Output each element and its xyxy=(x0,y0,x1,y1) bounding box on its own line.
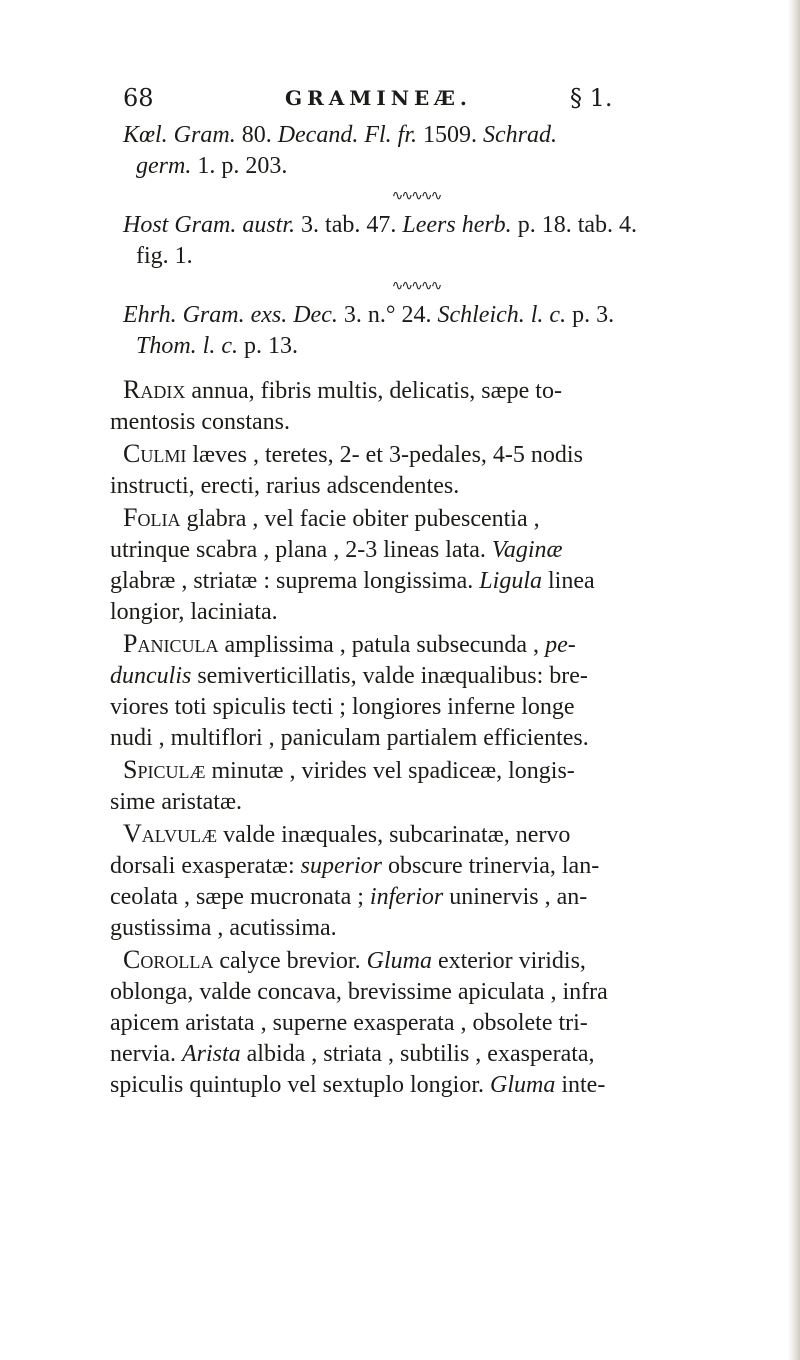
italic-term: Ligula xyxy=(479,568,542,594)
text-run: amplissima , patula subsecunda , xyxy=(218,632,546,658)
text-line: mentosis constans. xyxy=(110,409,290,435)
reference-line xyxy=(110,241,722,272)
reference-author: Schleich. l. c. xyxy=(437,302,567,328)
text-line: nudi , multiflori , paniculam partialem efficientes. xyxy=(110,725,589,751)
page-body xyxy=(110,120,722,1101)
text-run: læves , teretes, 2- et 3-pedales, 4-5 nodis xyxy=(186,442,583,468)
reference-detail: 1509. xyxy=(417,122,483,148)
reference-line xyxy=(110,151,722,182)
reference-author: Ehrh. Gram. exs. Dec. xyxy=(123,302,338,328)
paragraph-valvulae xyxy=(110,818,722,944)
text-line xyxy=(110,1070,722,1101)
text-run: glabra , vel facie obiter pubescentia , xyxy=(180,506,540,532)
italic-term: dunculis xyxy=(110,663,192,689)
text-line xyxy=(110,374,722,407)
reference-line xyxy=(110,210,722,241)
italic-term: pe- xyxy=(545,632,576,658)
text-line: viores toti spiculis tecti ; longiores inferne longe xyxy=(110,694,575,720)
text-run: exterior viridis, xyxy=(431,948,586,974)
reference-author: Thom. l. c. xyxy=(136,333,238,359)
italic-term: superior xyxy=(300,853,382,879)
reference-author: Leers herb. xyxy=(402,212,512,238)
page-number: 68 xyxy=(123,84,154,112)
reference-detail: 80. xyxy=(235,122,278,148)
text-run: spiculis quintuplo vel sextuplo longior. xyxy=(110,1072,490,1098)
term-heading: Spiculæ xyxy=(123,755,206,784)
wavy-separator: ∿∿∿∿∿ xyxy=(391,278,441,294)
italic-term: inferior xyxy=(369,884,444,910)
text-line: instructi, erecti, rarius adscendentes. xyxy=(110,473,460,499)
page-header xyxy=(123,84,763,120)
text-run: ceolata , sæpe mucronata ; xyxy=(110,884,370,910)
term-heading: Culmi xyxy=(123,439,187,468)
text-run: minutæ , virides vel spadiceæ, longis- xyxy=(205,758,575,784)
italic-term: Gluma xyxy=(490,1072,556,1098)
text-line xyxy=(110,818,722,851)
text-run: annua, fibris multis, delicatis, sæpe to- xyxy=(185,378,562,404)
paragraph-radix xyxy=(110,374,722,438)
reference-line xyxy=(110,300,722,331)
term-heading: Panicula xyxy=(123,629,219,658)
text-run: dorsali exasperatæ: xyxy=(110,853,301,879)
text-run: calyce brevior. xyxy=(213,948,367,974)
reference-author: Host Gram. austr. xyxy=(123,212,296,238)
reference-detail: p. 3. xyxy=(566,302,615,328)
reference-line xyxy=(110,120,722,151)
italic-term: Arista xyxy=(181,1041,241,1067)
paragraph-corolla xyxy=(110,944,722,1101)
paragraph-panicula xyxy=(110,628,722,754)
text-line xyxy=(110,628,722,661)
italic-term: Vaginæ xyxy=(491,537,563,563)
text-run: valde inæquales, subcarinatæ, nervo xyxy=(217,822,571,848)
text-line: apicem aristata , superne exasperata , obsolete tri- xyxy=(110,1010,588,1036)
text-run: nervia. xyxy=(110,1041,182,1067)
text-line: longior, laciniata. xyxy=(110,599,278,625)
reference-author: germ. xyxy=(136,153,192,179)
paragraph-folia xyxy=(110,502,722,628)
text-run: glabræ , striatæ : suprema longissima. xyxy=(110,568,480,594)
paragraph-spiculae xyxy=(110,754,722,818)
text-line xyxy=(110,661,722,692)
section-mark: § 1. xyxy=(570,84,613,112)
reference-detail: p. 18. tab. 4. xyxy=(511,212,638,238)
reference-detail: p. 13. xyxy=(238,333,298,359)
text-line: gustissima , acutissima. xyxy=(110,915,337,941)
term-heading: Radix xyxy=(123,375,186,404)
reference-detail: 3. n.° 24. xyxy=(337,302,438,328)
text-line xyxy=(110,438,722,471)
text-run: inte- xyxy=(555,1072,606,1098)
text-line xyxy=(110,502,722,535)
text-run: semiverticillatis, valde inæqualibus: bre- xyxy=(191,663,588,689)
text-line: sime aristatæ. xyxy=(110,789,242,815)
text-line xyxy=(110,882,722,913)
text-line xyxy=(110,566,722,597)
text-run: uninervis , an- xyxy=(443,884,588,910)
text-line xyxy=(110,754,722,787)
wavy-separator: ∿∿∿∿∿ xyxy=(391,188,441,204)
reference-author: Kœl. Gram. xyxy=(123,122,236,148)
term-heading: Folia xyxy=(123,503,181,532)
text-run: obscure trinervia, lan- xyxy=(381,853,600,879)
reference-author: Decand. Fl. fr. xyxy=(277,122,417,148)
page-edge-shadow xyxy=(788,0,800,1360)
text-line xyxy=(110,851,722,882)
term-heading: Corolla xyxy=(123,945,214,974)
reference-author: Schrad. xyxy=(483,122,557,148)
text-line xyxy=(110,535,722,566)
text-run: linea xyxy=(541,568,595,594)
text-run: albida , striata , subtilis , exasperata, xyxy=(240,1041,595,1067)
italic-term: Gluma xyxy=(366,948,432,974)
text-line: oblonga, valde concava, brevissime apiculata , infra xyxy=(110,979,608,1005)
text-line xyxy=(110,1039,722,1070)
reference-detail: 1. p. 203. xyxy=(191,153,288,179)
paragraph-culmi xyxy=(110,438,722,502)
text-run: utrinque scabra , plana , 2-3 lineas lata. xyxy=(110,537,492,563)
reference-detail: 3. tab. 47. xyxy=(295,212,403,238)
term-heading: Valvulæ xyxy=(123,819,218,848)
reference-detail: fig. 1. xyxy=(136,243,193,269)
text-line xyxy=(110,944,722,977)
reference-line xyxy=(110,331,722,362)
running-title: GRAMINEÆ. xyxy=(285,86,472,110)
